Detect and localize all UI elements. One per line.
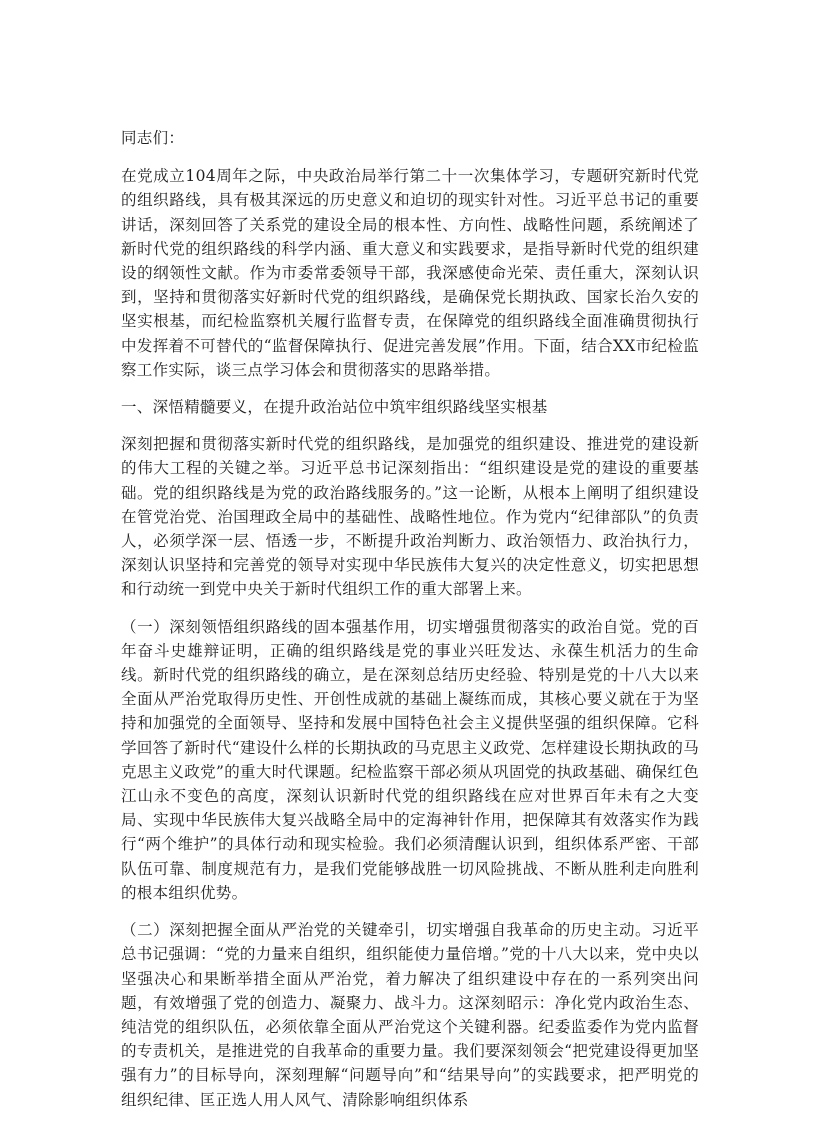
salutation: 同志们： <box>121 129 185 147</box>
section-intro-paragraph: 深刻把握和贯彻落实新时代党的组织路线，是加强党的组织建设、推进党的建设新的伟大工程的关键之举。习近平总书记深刻指出：“组织建设是党的建设的重要基础。党的组织路线是为党的政治路线服务的。”这一论断，从根本上阐明了组织建设在管党治党、治国理政全局中的基础性、战略性地位。作为党内“纪律部队”的负责人，必须学深一层、悟透一步，不断提升政治判断力、政治领悟力、政治执行力，深刻认识坚持和完善党的领导对实现中华民族伟大复兴的决定性意义，切实把思想和行动统一到党中央关于新时代组织工作的重大部署上来。 <box>121 435 699 599</box>
document-page <box>121 126 699 1125</box>
subsection-one-paragraph: （一）深刻领悟组织路线的固本强基作用，切实增强贯彻落实的政治自觉。党的百年奋斗史雄辩证明，正确的组织路线是党的事业兴旺发达、永葆生机活力的生命线。新时代党的组织路线的确立，是在深刻总结历史经验、特别是党的十八大以来全面从严治党取得历史性、开创性成就的基础上凝练而成，其核心要义就在于为坚持和加强党的全面领导、坚持和发展中国特色社会主义提供坚强的组织保障。它科学回答了新时代“建设什么样的长期执政的马克思主义政党、怎样建设长期执政的马克思主义政党”的重大时代课题。纪检监察干部必须从巩固党的执政基础、确保红色江山永不变色的高度，深刻认识新时代党的组织路线在应对世界百年未有之大变局、实现中华民族伟大复兴战略全局中的定海神针作用，把保障其有效落实作为践行“两个维护”的具体行动和现实检验。我们必须清醒认识到，组织体系严密、干部队伍可靠、制度规范有力，是我们党能够战胜一切风险挑战、不断从胜利走向胜利的根本组织优势。 <box>121 617 699 902</box>
section-heading: 一、深悟精髓要义，在提升政治站位中筑牢组织路线坚实根基 <box>121 398 548 417</box>
intro-paragraph: 在党成立104周年之际，中央政治局举行第二十一次集体学习，专题研究新时代党的组织路线，具有极其深远的历史意义和迫切的现实针对性。习近平总书记的重要讲话，深刻回答了关系党的建设全局的根本性、方向性、战略性问题，系统阐述了新时代党的组织路线的科学内涵、重大意义和实践要求，是指导新时代党的组织建设的纲领性文献。作为市委常委领导干部，我深感使命光荣、责任重大，深刻认识到，坚持和贯彻落实好新时代党的组织路线，是确保党长期执政、国家长治久安的坚实根基，而纪检监察机关履行监督专责，在保障党的组织路线全面准确贯彻执行中发挥着不可替代的“监督保障执行、促进完善发展”作用。下面，结合XX市纪检监察工作实际，谈三点学习体会和贯彻落实的思路举措。 <box>121 167 699 379</box>
subsection-two-paragraph: （二）深刻把握全面从严治党的关键牵引，切实增强自我革命的历史主动。习近平总书记强调：“党的力量来自组织，组织能使力量倍增。”党的十八大以来，党中央以坚强决心和果断举措全面从严治党，着力解决了组织建设中存在的一系列突出问题，有效增强了党的创造力、凝聚力、战斗力。这深刻昭示：净化党内政治生态、纯洁党的组织队伍，必须依靠全面从严治党这个关键利器。纪委监委作为党内监督的专责机关，是推进党的自我革命的重要力量。我们要深刻领会“把党建设得更加坚强有力”的目标导向，深刻理解“问题导向”和“结果导向”的实践要求，把严明党的组织纪律、匡正选人用人风气、清除影响组织体系 <box>121 921 699 1109</box>
